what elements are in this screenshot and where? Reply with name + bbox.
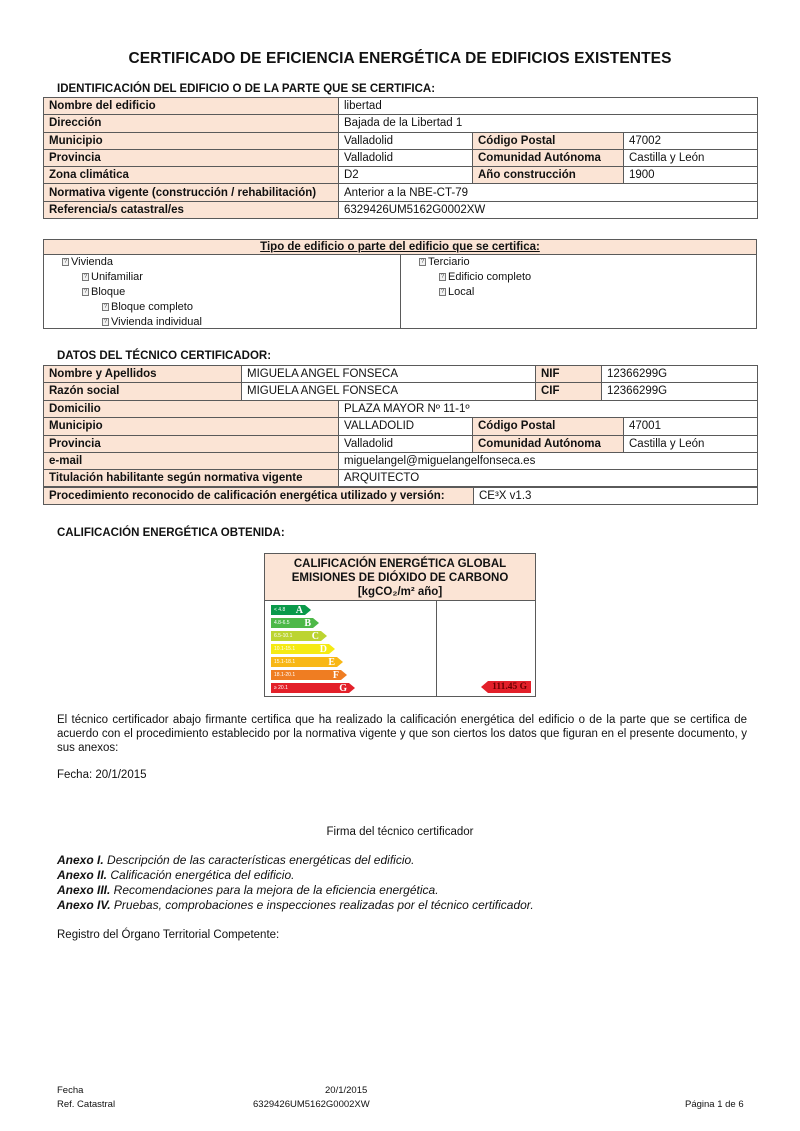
zona-label: Zona climática	[44, 167, 339, 184]
band-tip	[337, 657, 343, 667]
certification-statement: El técnico certificador abajo firmante certifica que ha realizado la calificación energética del edificio o de la parte que se certifica de acuerdo con el procedimiento establecido por la normativa vigente y que son ciertos los datos que figuran en el presente documento, y sus anexos:	[57, 714, 747, 754]
band-tip	[341, 670, 347, 680]
band-c	[271, 631, 327, 641]
email-label: e-mail	[44, 452, 339, 469]
option-label: Bloque completo	[111, 301, 193, 313]
ca-value: Castilla y León	[624, 149, 758, 166]
page-number: Página 1 de 6	[685, 1099, 744, 1110]
building-type-box	[43, 239, 757, 329]
building-table	[43, 97, 758, 219]
option-label: Unifamiliar	[91, 271, 143, 283]
option-vivienda-individual[interactable]	[102, 316, 202, 328]
tech-ca-label: Comunidad Autónoma	[473, 435, 624, 452]
result-value: 111.45 G	[488, 681, 531, 693]
band-tip	[329, 644, 335, 654]
rating-scale	[265, 601, 437, 696]
checkbox-icon: ?	[440, 289, 445, 295]
rating-section-heading: CALIFICACIÓN ENERGÉTICA OBTENIDA:	[57, 527, 285, 539]
provincia-label: Provincia	[44, 149, 339, 166]
band-e	[271, 657, 343, 667]
tech-municipio-label: Municipio	[44, 418, 339, 435]
band-bar: 15.1-18.1 E	[271, 657, 337, 667]
option-bloque[interactable]	[82, 286, 125, 298]
tech-municipio-value: VALLADOLID	[339, 418, 473, 435]
ca-label: Comunidad Autónoma	[473, 149, 624, 166]
option-label: Local	[448, 286, 475, 298]
option-label: Vivienda individual	[111, 316, 202, 328]
footer-ref-label: Ref. Catastral	[57, 1099, 116, 1110]
procedimiento-value: CE³X v1.3	[474, 488, 758, 505]
rating-title-1: CALIFICACIÓN ENERGÉTICA GLOBAL	[293, 558, 507, 570]
band-a	[271, 605, 311, 615]
building-type-heading: Tipo de edificio o parte del edificio que se certifica:	[44, 240, 756, 255]
normativa-value: Anterior a la NBE-CT-79	[339, 184, 758, 201]
option-label: Vivienda	[71, 256, 113, 268]
band-d	[271, 644, 335, 654]
nombre-value: libertad	[339, 98, 758, 115]
building-section-heading: IDENTIFICACIÓN DEL EDIFICIO O DE LA PARTE QUE SE CERTIFICA:	[57, 83, 436, 95]
municipio-label: Municipio	[44, 132, 339, 149]
band-bar: 4.8-6.5 B	[271, 618, 313, 628]
tech-cp-label: Código Postal	[473, 418, 624, 435]
option-label: Bloque	[91, 286, 126, 298]
option-edificio-completo[interactable]	[439, 271, 531, 283]
option-label: Edificio completo	[448, 271, 532, 283]
tech-nombre-label: Nombre y Apellidos	[44, 366, 242, 383]
tech-nombre-value: MIGUELA ANGEL FONSECA	[242, 366, 536, 383]
annex-2: Anexo II. Calificación energética del edificio.	[57, 868, 295, 882]
direccion-label: Dirección	[44, 115, 339, 132]
technician-section-heading: DATOS DEL TÉCNICO CERTIFICADOR:	[57, 350, 272, 362]
nombre-label: Nombre del edificio	[44, 98, 339, 115]
rating-box	[264, 553, 536, 697]
tech-cp-value: 47001	[624, 418, 758, 435]
annex-4: Anexo IV. Pruebas, comprobaciones e inspecciones realizadas por el técnico certificador.	[57, 898, 534, 912]
checkbox-icon: ?	[440, 274, 445, 280]
band-f	[271, 670, 347, 680]
anio-label: Año construcción	[473, 167, 624, 184]
checkbox-icon: ?	[103, 304, 108, 310]
municipio-value: Valladolid	[339, 132, 473, 149]
tech-provincia-label: Provincia	[44, 435, 339, 452]
checkbox-icon: ?	[420, 259, 425, 265]
razon-value: MIGUELA ANGEL FONSECA	[242, 383, 536, 400]
rating-unit: [kgCO₂/m² año]	[357, 586, 443, 598]
nif-label: NIF	[536, 366, 602, 383]
provincia-value: Valladolid	[339, 149, 473, 166]
band-tip	[305, 605, 311, 615]
cif-value: 12366299G	[602, 383, 758, 400]
tech-provincia-value: Valladolid	[339, 435, 473, 452]
arrow-left-icon	[481, 681, 488, 693]
domicilio-label: Domicilio	[44, 401, 339, 418]
tech-ca-value: Castilla y León	[624, 435, 758, 452]
option-terciario[interactable]	[419, 256, 470, 268]
rating-result-area	[437, 601, 535, 696]
page-title: CERTIFICADO DE EFICIENCIA ENERGÉTICA DE EDIFICIOS EXISTENTES	[128, 50, 672, 67]
registro-label: Registro del Órgano Territorial Competente:	[57, 929, 280, 941]
direccion-value: Bajada de la Libertad 1	[339, 115, 758, 132]
footer-fecha-label: Fecha	[57, 1085, 84, 1096]
titulacion-value: ARQUITECTO	[339, 470, 758, 487]
fecha-line: Fecha: 20/1/2015	[57, 769, 147, 781]
zona-value: D2	[339, 167, 473, 184]
procedimiento-table	[43, 487, 758, 505]
cp-label: Código Postal	[473, 132, 624, 149]
band-bar: 6.5-10.1 C	[271, 631, 321, 641]
checkbox-icon: ?	[83, 289, 88, 295]
option-vivienda[interactable]	[62, 256, 113, 268]
cp-value: 47002	[624, 132, 758, 149]
checkbox-icon: ?	[83, 274, 88, 280]
band-bar: < 4.8 A	[271, 605, 305, 615]
rating-title-2: EMISIONES DE DIÓXIDO DE CARBONO	[291, 572, 509, 584]
option-bloque-completo[interactable]	[102, 301, 193, 313]
normativa-label: Normativa vigente (construcción / rehabilitación)	[44, 184, 339, 201]
band-tip	[321, 631, 327, 641]
technician-table-bottom	[43, 400, 758, 487]
email-value: miguelangel@miguelangelfonseca.es	[339, 452, 758, 469]
band-g	[271, 683, 355, 693]
footer-ref-value: 6329426UM5162G0002XW	[253, 1099, 370, 1110]
technician-table-top	[43, 365, 758, 401]
nif-value: 12366299G	[602, 366, 758, 383]
razon-label: Razón social	[44, 383, 242, 400]
option-local[interactable]	[439, 286, 474, 298]
band-bar: 18.1-20.1 F	[271, 670, 341, 680]
annex-3: Anexo III. Recomendaciones para la mejora de la eficiencia energética.	[57, 883, 439, 897]
result-indicator	[481, 681, 531, 693]
checkbox-icon: ?	[103, 319, 108, 325]
signature-label: Firma del técnico certificador	[326, 826, 474, 838]
catastral-value: 6329426UM5162G0002XW	[339, 201, 758, 218]
checkbox-icon: ?	[63, 259, 68, 265]
anio-value: 1900	[624, 167, 758, 184]
cif-label: CIF	[536, 383, 602, 400]
footer-fecha-value: 20/1/2015	[325, 1085, 368, 1096]
annex-1: Anexo I. Descripción de las características energéticas del edificio.	[57, 853, 415, 867]
domicilio-value: PLAZA MAYOR Nº 11-1º	[339, 401, 758, 418]
catastral-label: Referencia/s catastral/es	[44, 201, 339, 218]
band-bar: 10.1-15.1 D	[271, 644, 329, 654]
band-b	[271, 618, 319, 628]
titulacion-label: Titulación habilitante según normativa vigente	[44, 470, 339, 487]
band-bar: ≥ 20.1 G	[271, 683, 349, 693]
option-unifamiliar[interactable]	[82, 271, 143, 283]
option-label: Terciario	[428, 256, 470, 268]
procedimiento-label: Procedimiento reconocido de calificación energética utilizado y versión:	[44, 488, 474, 505]
band-tip	[313, 618, 319, 628]
band-tip	[349, 683, 355, 693]
